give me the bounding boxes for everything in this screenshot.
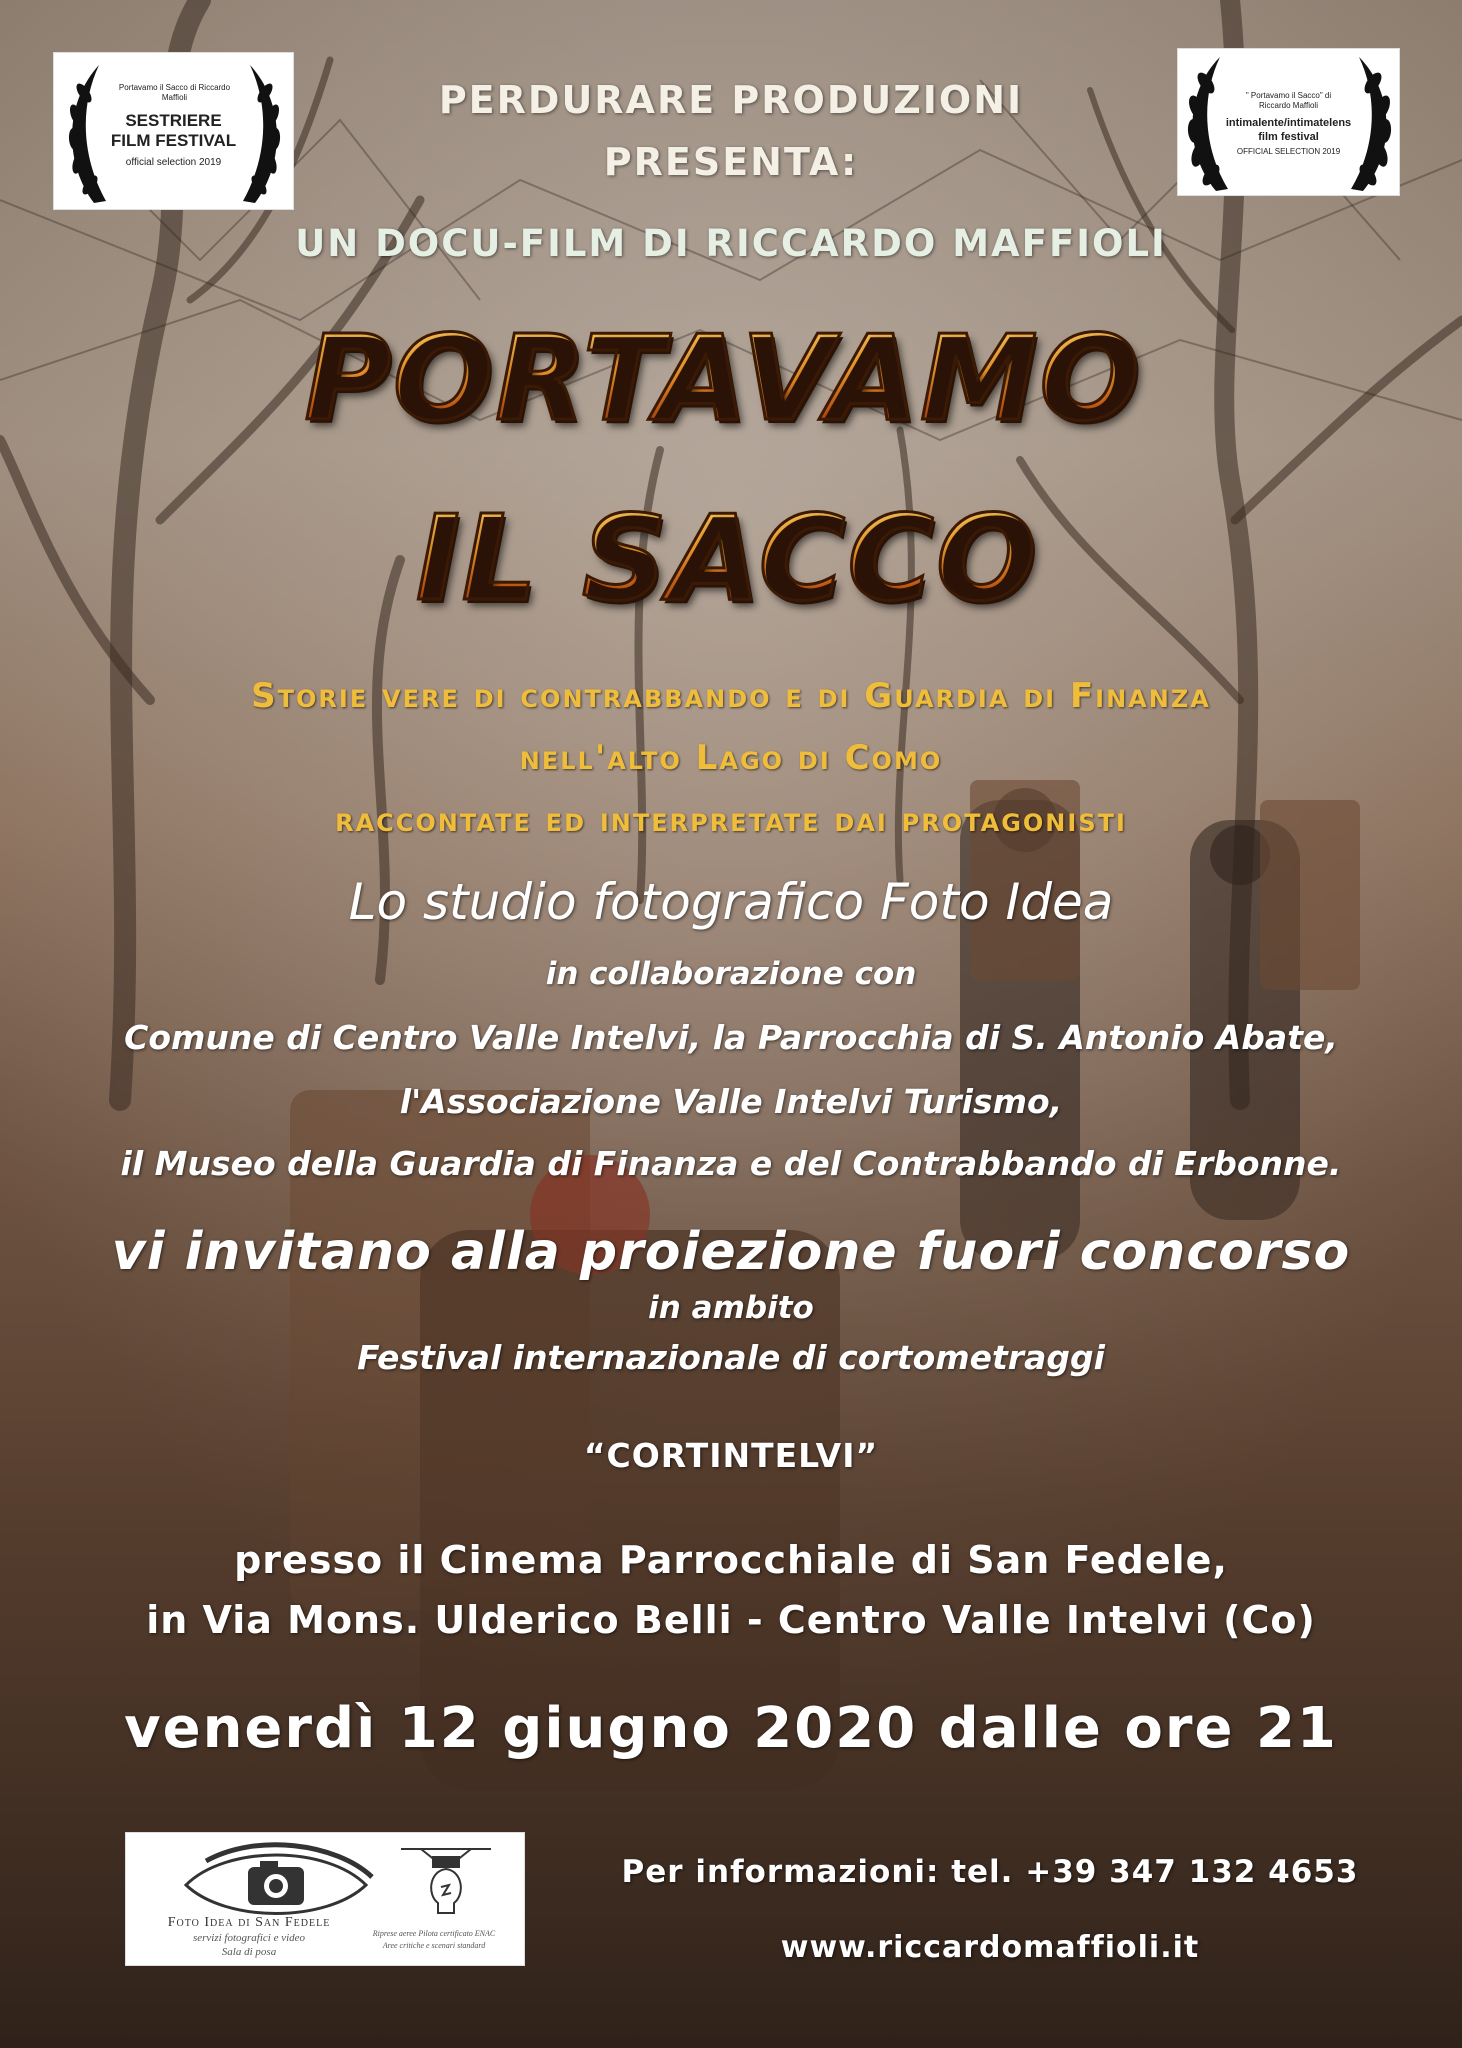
event-date: venerdì 12 giugno 2020 dalle ore 21 <box>124 1696 1338 1761</box>
badge-selection: OFFICIAL SELECTION 2019 <box>1236 147 1341 156</box>
tagline-line2: nell'alto Lago di Como <box>519 738 943 778</box>
badge-festival-name-1: intimalente/intimatelens <box>1225 117 1352 129</box>
tagline-line1: Storie vere di contrabbando e di Guardia di Finanza <box>251 676 1211 716</box>
contact-info: Per informazioni: tel. +39 347 132 4653 <box>621 1854 1359 1890</box>
drone-bulb-icon <box>391 1839 501 1925</box>
tagline-line3: raccontate ed interpretate dai protagonisti <box>335 800 1127 840</box>
badge-festival-name-2: film festival <box>1258 131 1319 143</box>
badge-film-credit: Portavamo il Sacco di Riccardo Maffioli <box>118 83 231 102</box>
partners-line1: Comune di Centro Valle Intelvi, la Parrocchia di S. Antonio Abate, <box>124 1018 1338 1057</box>
producer-line: PERDURARE PRODUZIONI <box>438 78 1024 122</box>
badge-film-credit-2: Riccardo Maffioli <box>1259 101 1318 110</box>
logo-name: Foto Idea di San Fedele <box>167 1915 331 1930</box>
docufilm-line: UN DOCU-FILM DI RICCARDO MAFFIOLI <box>295 222 1167 265</box>
logo-studio: Sala di posa <box>221 1946 277 1958</box>
badge-festival-name-2: FILM FESTIVAL <box>110 131 237 150</box>
partners-line2: l'Associazione Valle Intelvi Turismo, <box>399 1082 1063 1121</box>
film-title-line2 <box>0 489 1458 627</box>
drone-areas: Aree critiche e scenari standard <box>382 1941 486 1950</box>
festival-line: Festival internazionale di cortometraggi <box>357 1338 1105 1377</box>
venue-line2: in Via Mons. Ulderico Belli - Centro Valle Intelvi (Co) <box>146 1598 1316 1642</box>
ambito-line: in ambito <box>648 1290 814 1326</box>
eye-camera-icon <box>176 1837 376 1927</box>
website-link[interactable]: www.riccardomaffioli.it <box>780 1930 1200 1965</box>
festival-badge-sestriere <box>53 52 294 210</box>
invite-line: vi invitano alla proiezione fuori concorso <box>111 1222 1351 1282</box>
collaboration-line: in collaborazione con <box>545 956 917 992</box>
logo-services: servizi fotografici e video <box>192 1932 306 1944</box>
drone-pilot: Riprese aeree Pilota certificato ENAC <box>372 1929 496 1938</box>
studio-line: Lo studio fotografico Foto Idea <box>348 873 1114 931</box>
film-title-line1 <box>0 309 1454 447</box>
foto-idea-logo <box>125 1832 525 1966</box>
festival-name: “CORTINTELVI” <box>583 1436 879 1475</box>
film-title-text-2: IL SACCO <box>415 489 1039 627</box>
badge-selection: official selection 2019 <box>125 157 222 168</box>
badge-film-credit-1: " Portavamo il Sacco" di <box>1245 91 1332 100</box>
badge-festival-name-1: SESTRIERE <box>125 111 222 130</box>
venue-line1: presso il Cinema Parrocchiale di San Fedele, <box>234 1538 1228 1582</box>
partners-line3: il Museo della Guardia di Finanza e del Contrabbando di Erbonne. <box>120 1144 1342 1183</box>
film-title-text-1: PORTAVAMO <box>304 309 1142 447</box>
presents-line: PRESENTA: <box>603 140 859 184</box>
